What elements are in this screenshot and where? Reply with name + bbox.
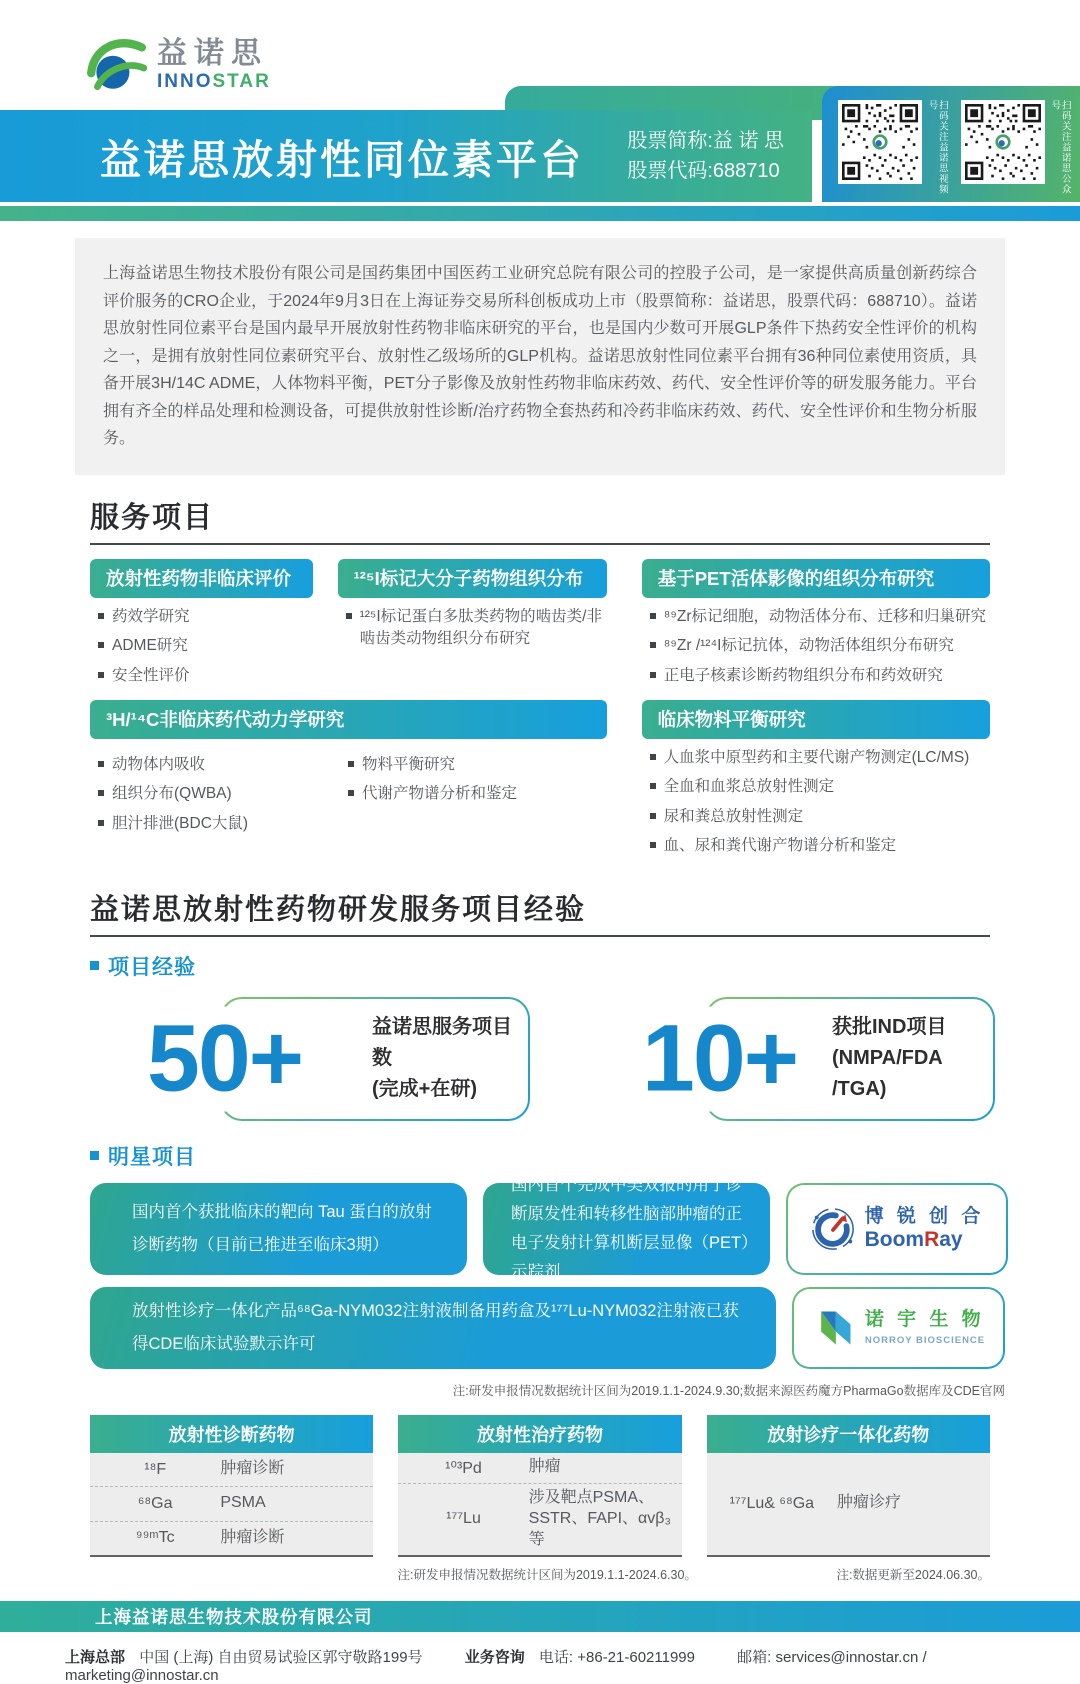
- list-item: 药效学研究: [98, 606, 313, 628]
- table-footnotes: [90, 1565, 990, 1583]
- service-card-nonclinical: [90, 559, 313, 694]
- list-item: 动物体内吸收: [98, 754, 340, 776]
- service-card-i125: [338, 559, 607, 694]
- services-section-header: [90, 495, 990, 545]
- logo-english-name: INNOSTAR: [157, 71, 271, 92]
- list-item: ⁸⁹Zr /¹²⁴I标记抗体，动物活体组织分布研究: [650, 635, 990, 657]
- star-card-pet-tracer: 国内首个完成中美双报的用于诊断原发性和转移性脑部肿瘤的正电子发射计算机断层显像（PET）示踪剂: [483, 1183, 770, 1275]
- title-rule: [90, 935, 990, 937]
- service-card-pk: [90, 700, 607, 865]
- qr-wechat-block: [961, 100, 1070, 202]
- table-row: ¹⁷⁷Lu& ⁶⁸Ga 肿瘤诊疗: [729, 1494, 901, 1512]
- star-card-nym032: 放射性诊疗一体化产品⁶⁸Ga-NYM032注射液制备用药盒及¹⁷⁷Lu-NYM032注射液已获得CDE临床试验默示许可: [90, 1287, 776, 1369]
- service-card-mass-balance: [642, 700, 990, 865]
- hq-address: 中国 (上海) 自由贸易试验区郭守敬路199号: [139, 1648, 423, 1666]
- table-header: 放射性治疗药物: [398, 1415, 681, 1453]
- list-item: 胆汁排泄(BDC大鼠): [98, 813, 340, 835]
- bullet-square-icon: [90, 961, 99, 970]
- list-item: 人血浆中原型药和主要代谢产物测定(LC/MS): [650, 747, 990, 769]
- subsection-star-projects: 明星项目: [90, 1141, 1080, 1171]
- stat-label-line1: 获批IND项目: [832, 1016, 947, 1039]
- list-item: 组织分布(QWBA): [98, 783, 340, 805]
- table3-footnote: 注:数据更新至2024.06.30。: [836, 1567, 990, 1582]
- table2-footnote: 注:研发申报情况数据统计区间为2019.1.1-2024.6.30。: [397, 1567, 697, 1582]
- boomray-english-name: BoomRay: [864, 1228, 963, 1252]
- qr-panel: [822, 86, 1080, 202]
- bullet-square-icon: [90, 1151, 99, 1160]
- table-row: ⁶⁸Ga PSMA: [90, 1487, 373, 1521]
- biz-label: 业务咨询: [464, 1648, 525, 1666]
- star-projects-row-2: [90, 1287, 1080, 1369]
- table-row: ¹⁰³Pd 肿瘤: [398, 1453, 681, 1484]
- experience-footnote: 注:研发申报情况数据统计区间为2019.1.1-2024.9.30;数据来源医药魔方PharmaGo数据库及CDE官网: [452, 1383, 1005, 1398]
- services-row-1: [90, 559, 990, 694]
- qr-caption-wechat: 扫码关注益诺思公众号: [1049, 100, 1071, 195]
- norroy-english-name: NORROY BIOSCIENCE: [864, 1335, 986, 1347]
- card-header: ¹²⁵I标记大分子药物组织分布: [338, 559, 607, 598]
- stat-card-ind: [640, 997, 995, 1121]
- list-item: 尿和粪总放射性测定: [650, 806, 990, 828]
- stat-label-line2: (NMPA/FDA /TGA): [832, 1047, 942, 1101]
- title-banner: [0, 110, 812, 202]
- list-item: 代谢产物谱分析和鉴定: [348, 783, 607, 805]
- table-row: ¹⁷⁷Lu 涉及靶点PSMA、SSTR、FAPI、αvβ₃等: [446, 1489, 671, 1548]
- norroy-logo-icon: [812, 1306, 856, 1350]
- stats-row: [145, 997, 1080, 1121]
- list-item: ¹²⁵I标记蛋白多肽类药物的啮齿类/非啮齿类动物组织分布研究: [346, 606, 607, 651]
- services-title: 服务项目: [90, 501, 215, 534]
- company-logo: [0, 0, 1080, 96]
- norroy-chinese-name: 诺 宇 生 物: [864, 1309, 985, 1331]
- stat-number: 10+: [642, 1005, 798, 1112]
- stock-info: [627, 126, 784, 186]
- email-text: 邮箱: services@innostar.cn / marketing@innostar.cn: [65, 1648, 927, 1684]
- table-diagnostic-drugs: [90, 1415, 373, 1557]
- list-item: 物料平衡研究: [348, 754, 607, 776]
- table-header: 放射诊疗一体化药物: [707, 1415, 990, 1453]
- boomray-logo-box: [786, 1183, 1008, 1275]
- company-intro: 上海益诺思生物技术股份有限公司是国药集团中国医药工业研究总院有限公司的控股子公司，是一家提供高质量创新药综合评价服务的CRO企业，于2024年9月3日在上海证券交易所科创板成功上市（股票简称：益诺思，股票代码：688710）。益诺思放射性同位素平台是国内最早开展放射性药物非临床研究的平台，也是国内少数可开展GLP条件下热药安全性评价的机构之一，是拥有放射性同位素研究平台、放射性乙级场所的GLP机构。益诺思放射性同位素平台拥有36种同位素使用资质，具备开展3H/14C ADME，人体物料平衡，PET分子影像及放射性药物非临床药效、药代、安全性评价等的研发服务能力。平台拥有齐全的样品处理和检测设备，可提供放射性诊断/治疗药物全套热药和冷药非临床药效、药代、安全性评价和生物分析服务。: [75, 238, 1005, 475]
- footer-contact-line: [65, 1646, 1080, 1684]
- drug-tables-row: [90, 1415, 990, 1557]
- experience-section-header: [90, 887, 990, 937]
- norroy-logo-box: [792, 1287, 1005, 1369]
- logo-chinese-name: 益诺思: [157, 37, 268, 70]
- stat-label-line1: 益诺思服务项目数: [372, 1016, 512, 1070]
- list-item: 正电子核素诊断药物组织分布和药效研究: [650, 665, 990, 687]
- footer-bar: [0, 1601, 1080, 1632]
- boomray-logo-icon: [810, 1206, 856, 1252]
- phone-text: 电话: +86-21-60211999: [538, 1648, 695, 1666]
- subsection-project-experience: 项目经验: [90, 951, 1080, 981]
- innostar-globe-icon: [85, 34, 147, 96]
- stock-code: 股票代码:688710: [627, 160, 780, 182]
- page-title: 益诺思放射性同位素平台: [100, 136, 584, 183]
- qr-code-wechat: [961, 100, 1045, 184]
- table-row: ⁹⁹ᵐTc 肿瘤诊断: [135, 1528, 285, 1547]
- gradient-divider: [0, 206, 1080, 221]
- star-card-tau: 国内首个获批临床的靶向 Tau 蛋白的放射诊断药物（目前已推进至临床3期）: [90, 1183, 467, 1275]
- list-item: 血、尿和粪代谢产物谱分析和鉴定: [650, 835, 990, 857]
- services-row-2: [90, 700, 990, 865]
- card-header: ³H/¹⁴C非临床药代动力学研究: [90, 700, 607, 739]
- stat-card-projects: [145, 997, 530, 1121]
- title-rule: [90, 543, 990, 545]
- service-card-pet: [642, 559, 990, 694]
- table-row: ¹⁸F 肿瘤诊断: [90, 1453, 373, 1487]
- card-header: 基于PET活体影像的组织分布研究: [642, 559, 990, 598]
- stock-name: 股票简称:益 诺 思: [627, 130, 784, 152]
- table-theranostic-drugs: [707, 1415, 990, 1557]
- stat-number: 50+: [147, 1005, 303, 1112]
- card-header: 临床物料平衡研究: [642, 700, 990, 739]
- table-therapeutic-drugs: [398, 1415, 681, 1557]
- list-item: ⁸⁹Zr标记细胞，动物活体分布、迁移和归巢研究: [650, 606, 990, 628]
- boomray-chinese-name: 博 锐 创 合: [864, 1206, 985, 1228]
- qr-caption-video: 扫码关注益诺思视频号: [926, 100, 948, 195]
- star-projects-row-1: [90, 1176, 1080, 1281]
- list-item: ADME研究: [98, 635, 313, 657]
- list-item: 安全性评价: [98, 665, 313, 687]
- qr-code-video: [838, 100, 922, 184]
- hq-label: 上海总部: [65, 1648, 126, 1666]
- table-header: 放射性诊断药物: [90, 1415, 373, 1453]
- qr-video-block: [838, 100, 947, 202]
- list-item: 全血和血浆总放射性测定: [650, 776, 990, 798]
- stat-label-line2: (完成+在研): [372, 1078, 477, 1101]
- card-header: 放射性药物非临床评价: [90, 559, 313, 598]
- experience-title: 益诺思放射性药物研发服务项目经验: [90, 893, 587, 926]
- page-header: [0, 0, 1080, 222]
- footer-company-name: 上海益诺思生物技术股份有限公司: [95, 1606, 373, 1627]
